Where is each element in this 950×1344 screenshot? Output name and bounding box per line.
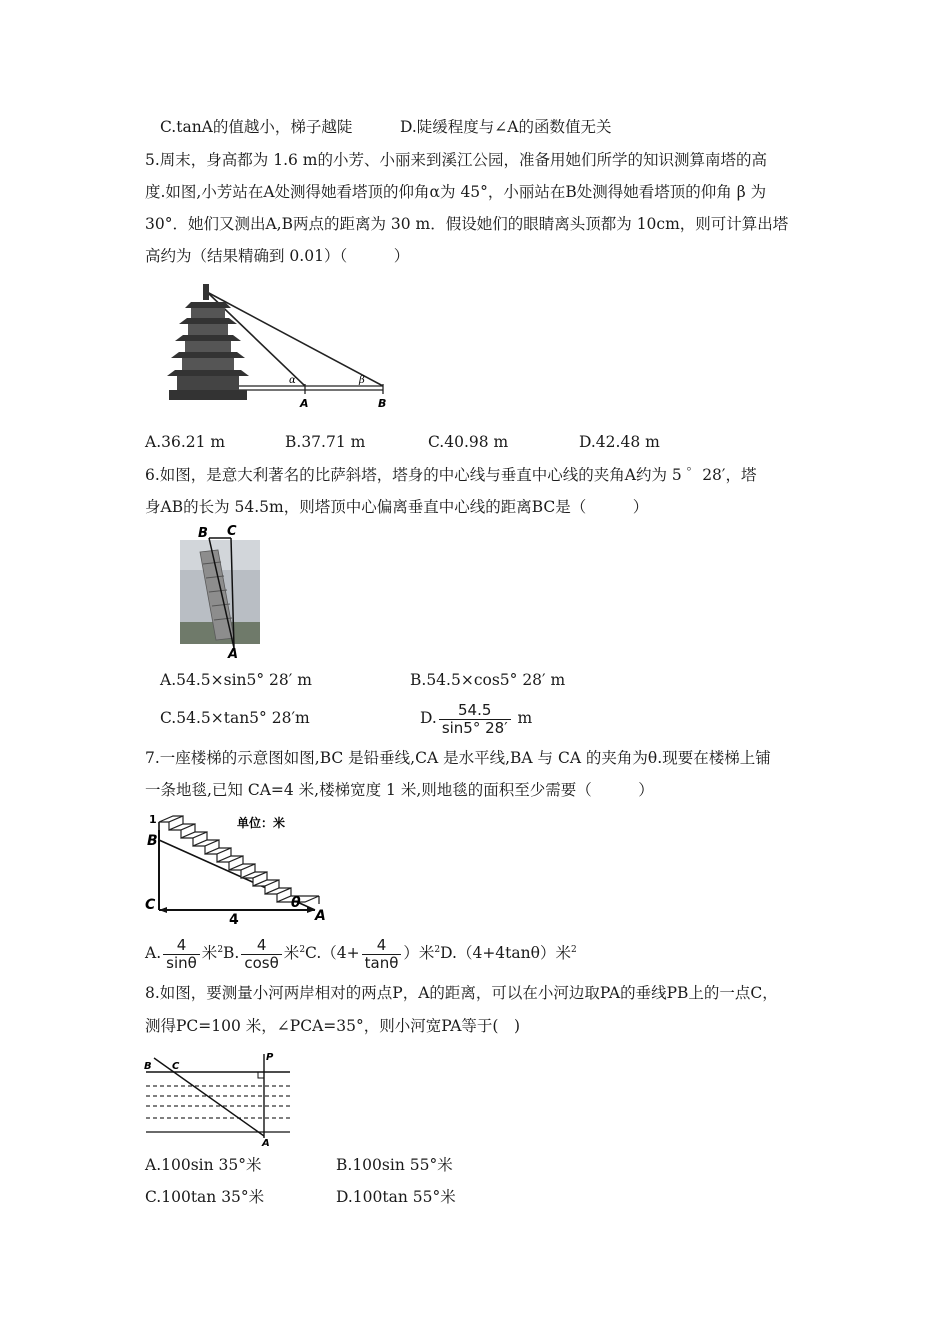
q7-staircase-figure (143, 812, 338, 928)
q5-pagoda-figure (155, 280, 395, 412)
q6-option-b: B.54.5×cos5° 28′ m (410, 671, 566, 689)
q8-point-p-label: P (266, 1052, 274, 1063)
q7-text-line-1: 7.一座楼梯的示意图如图,BC 是铅垂线,CA 是水平线,BA 与 CA 的夹角为θ.现要在楼梯上铺 (145, 749, 771, 767)
q6-option-a: A.54.5×sin5° 28′ m (160, 671, 312, 689)
q8-point-c-label: C (172, 1061, 180, 1072)
q8-option-a: A.100sin 35°米 (145, 1156, 262, 1174)
q7-point-c-label: C (145, 897, 156, 913)
q7-option-c: C.（4+ $\frac{4}{\tan\theta}$ ）米$^2$ (305, 935, 441, 972)
q6-point-a-label: A (228, 647, 239, 662)
q8-text-line-2: 测得PC=100 米，∠PCA=35°，则小河宽PA等于( ) (145, 1017, 521, 1035)
q8-text-line-1: 8.如图，要测量小河两岸相对的两点P，A的距离，可以在小河边取PA的垂线PB上的一点C， (145, 984, 778, 1002)
q6-text-line-2: 身AB的长为 54.5m，则塔顶中心偏离垂直中心线的距离BC是（ ） (145, 498, 649, 516)
q4-option-d: D.陡缓程度与∠A的函数值无关 (400, 118, 612, 136)
q8-river-figure (142, 1050, 292, 1149)
q7-point-a-label: A (315, 908, 326, 924)
q6-point-b-label: B (198, 526, 208, 541)
q7-option-d: D.（4+4tanθ）米$^2$ (440, 944, 577, 963)
q7-point-b-label: B (147, 833, 158, 849)
q5-text-line-1: 5.周末，身高都为 1.6 m的小芳、小丽来到溪江公园，准备用她们所学的知识测算南塔的高 (145, 151, 767, 169)
q6-option-d-fraction: $\frac{54.5}{\sin 5^\circ 28'}$ (439, 702, 511, 737)
q7-width-label: 1 (149, 813, 157, 826)
q8-point-a-label: A (262, 1138, 270, 1149)
q5-text-line-2: 度.如图,小芳站在A处测得她看塔顶的仰角α为 45°，小丽站在B处测得她看塔顶的仰角 β 为 (145, 183, 767, 201)
q5-point-b-label: B (378, 397, 387, 410)
q8-point-b-label: B (144, 1061, 152, 1072)
q6-option-c: C.54.5×tan5° 28′m (160, 709, 310, 727)
q8-option-c: C.100tan 35°米 (145, 1188, 265, 1206)
q5-option-c: C.40.98 m (428, 433, 509, 451)
q7-length-label: 4 (229, 912, 239, 928)
q7-theta-label: θ (291, 895, 301, 911)
q5-alpha-label: α (289, 375, 296, 386)
q4-option-c: C.tanA的值越小，梯子越陡 (160, 118, 353, 136)
q6-pisa-tower-figure (176, 524, 266, 662)
q8-option-b: B.100sin 55°米 (336, 1156, 453, 1174)
q7-options-line (145, 932, 577, 972)
q8-option-d: D.100tan 55°米 (336, 1188, 456, 1206)
q5-text-line-3: 30°．她们又测出A,B两点的距离为 30 m．假设她们的眼睛离头顶都为 10cm，则可计算出塔 (145, 215, 789, 233)
q7-option-b: B. $\frac{4}{\cos\theta}$ 米$^2$ (223, 935, 306, 972)
q5-beta-label: β (359, 375, 365, 386)
q7-option-a: A. $\frac{4}{\sin\theta}$ 米$^2$ (145, 935, 224, 972)
q7-text-line-2: 一条地毯,已知 CA=4 米,楼梯宽度 1 米,则地毯的面积至少需要（ ） (145, 781, 654, 799)
q5-option-d: D.42.48 m (579, 433, 660, 451)
q5-option-a: A.36.21 m (145, 433, 226, 451)
q5-point-a-label: A (300, 397, 309, 410)
q6-point-c-label: C (227, 524, 237, 539)
q5-text-line-4: 高约为（结果精确到 0.01）（ ） (145, 247, 410, 265)
q6-text-line-1: 6.如图，是意大利著名的比萨斜塔，塔身的中心线与垂直中心线的夹角A约为 5 ゜28′，塔 (145, 466, 757, 484)
q5-option-b: B.37.71 m (285, 433, 366, 451)
q6-option-d: D. $\frac{54.5}{\sin 5^\circ 28'}$ m (420, 700, 533, 737)
q7-unit-label: 单位：米 (237, 816, 286, 830)
